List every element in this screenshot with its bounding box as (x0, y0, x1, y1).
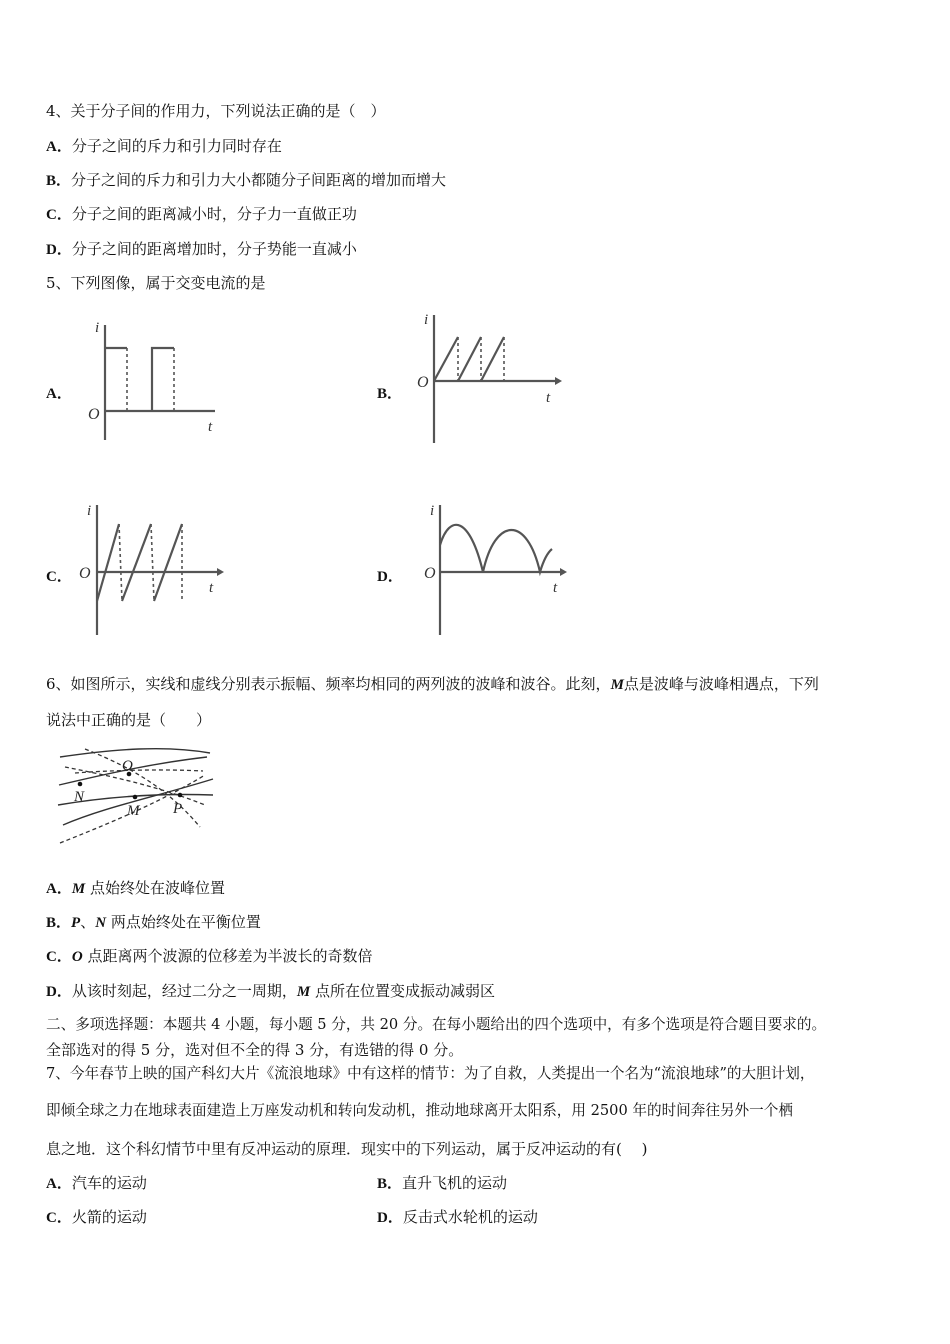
q6-option-c: C．O 点距离两个波源的位移差为半波长的奇数倍 (46, 947, 373, 965)
q4-option-d: D．分子之间的距离增加时，分子势能一直减小 (46, 240, 357, 258)
graph-a-label: A． (46, 386, 72, 402)
graph-a-square-pulse (80, 310, 230, 450)
q4-option-c: C．分子之间的距离减小时，分子力一直做正功 (46, 205, 357, 223)
graph-b-t-axis: t (546, 390, 551, 406)
q6-wave-figure (55, 745, 220, 845)
point-o-label: O (122, 758, 133, 774)
graph-a-t-axis: t (208, 419, 213, 435)
graph-d-t-axis: t (553, 580, 558, 596)
graph-c-label: C． (46, 569, 72, 585)
graph-c-sawtooth (72, 495, 232, 640)
q7-option-c: C．火箭的运动 (46, 1208, 147, 1226)
q4-stem: 4、关于分子间的作用力，下列说法正确的是（ ） (46, 102, 386, 120)
q7-option-b: B．直升飞机的运动 (377, 1174, 508, 1192)
graph-b-origin: O (417, 374, 429, 391)
q6-stem-line1: 6、如图所示，实线和虚线分别表示振幅、频率均相同的两列波的波峰和波谷。此刻，M点是波峰与波峰相遇点，下列 (46, 675, 819, 693)
q7-line2: 即倾全球之力在地球表面建造上万座发动机和转向发动机，推动地球离开太阳系，用 2500 年的时间奔往另外一个栖 (46, 1102, 793, 1119)
point-m-label: M (127, 803, 140, 819)
point-p-label: P (173, 801, 183, 817)
q4-option-b: B．分子之间的斥力和引力大小都随分子间距离的增加而增大 (46, 171, 447, 189)
graph-a-i-axis: i (95, 320, 100, 336)
q7-option-d: D．反击式水轮机的运动 (377, 1208, 538, 1226)
graph-b-i-axis: i (424, 312, 429, 328)
point-n-label: N (74, 789, 85, 805)
graph-c-origin: O (79, 565, 91, 582)
q6-option-d: D．从该时刻起，经过二分之一周期，M 点所在位置变成振动减弱区 (46, 982, 495, 1000)
section2-line1: 二、多项选择题：本题共 4 小题，每小题 5 分，共 20 分。在每小题给出的四个选项中，有多个选项是符合题目要求的。 (46, 1016, 827, 1033)
q7-line1: 7、今年春节上映的国产科幻大片《流浪地球》中有这样的情节：为了自救，人类提出一个名为“流浪地球”的大胆计划， (46, 1065, 815, 1082)
graph-d-label: D． (377, 569, 403, 585)
q4-option-a: A．分子之间的斥力和引力同时存在 (46, 137, 282, 155)
section2-line2: 全部选对的得 5 分，选对但不全的得 3 分，有选错的得 0 分。 (46, 1041, 464, 1059)
graph-a-origin: O (88, 406, 100, 423)
q6-stem-line2: 说法中正确的是（ ） (46, 711, 212, 729)
graph-d-rectified-sine (415, 495, 575, 640)
q5-stem: 5、下列图像，属于交变电流的是 (46, 274, 266, 292)
q7-line3: 息之地．这个科幻情节中里有反冲运动的原理．现实中的下列运动，属于反冲运动的有( ) (46, 1140, 648, 1158)
graph-d-i-axis: i (430, 503, 435, 519)
graph-d-origin: O (424, 565, 436, 582)
graph-c-t-axis: t (209, 580, 214, 596)
graph-b-sawtooth (410, 310, 560, 450)
graph-b-label: B． (377, 386, 403, 402)
graph-c-i-axis: i (87, 503, 92, 519)
q6-option-a: A．M 点始终处在波峰位置 (46, 879, 225, 897)
q7-option-a: A．汽车的运动 (46, 1174, 147, 1192)
q6-option-b: B．P、N 两点始终处在平衡位置 (46, 913, 261, 931)
